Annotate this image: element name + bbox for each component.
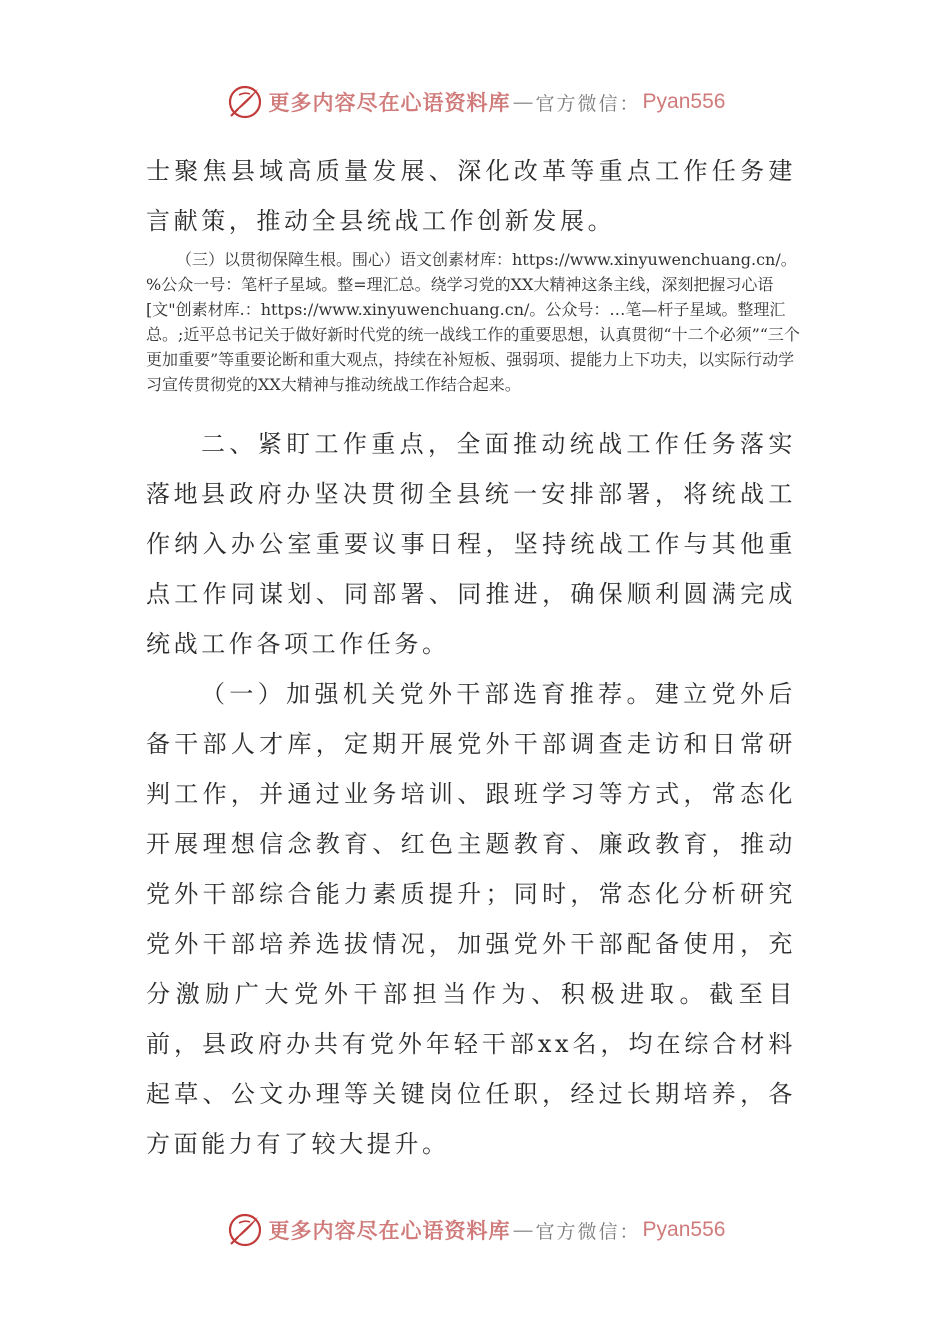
paragraph-subsection-1: （一）加强机关党外干部选育推荐。建立党外后备干部人才库，定期开展党外干部调查走访和日常研判工作，并通过业务培训、跟班学习等方式，常态化开展理想信念教育、红色主题教育、廉政教育，推动党外干部综合能力素质提升；同时，常态化分析研究党外干部培养选拔情况，加强党外干部配备使用，充分激励广大党外干部担当作为、积极进取。截至目前，县政府办共有党外年轻干部xx名，均在综合材料起草、公文办理等关键岗位任职，经过长期培养，各方面能力有了较大提升。: [146, 680, 796, 1158]
paragraph-section-3-text: （三）以贯彻保障生根。围心）语文创素材库：https://www.xinyuwenchuang.cn/。%公众一号：笔杆子星域。整=理汇总。绕学习党的XX大精神这条主线，深刻把握习心语[文"创素材库.：https://www.xinyuwenchuang.cn/。公众号：…笔—杆子星域。整理汇总。;近平总书记关于做好新时代党的统一战线工作的重要思想，认真贯彻“十二个必须”“三个更加重要”等重要论断和重大观点，持续在补短板、强弱项、提能力上下功夫，以实际行动学习宣传贯彻党的XX大精神与推动统战工作结合起来。: [146, 250, 800, 394]
paragraph-continuation: 士聚焦县域高质量发展、深化改革等重点工作任务建言献策，推动全县统战工作创新发展。: [146, 157, 796, 235]
watermark-banner-top: [0, 80, 950, 124]
watermark-wechat-id: Pyan556: [642, 90, 726, 113]
watermark-banner-bottom: [0, 1208, 950, 1252]
watermark-separator: —: [512, 90, 534, 114]
section-heading-2: 二、紧盯工作重点，全面推动统战工作任务落实落地: [146, 430, 796, 508]
watermark-separator: —: [512, 1218, 534, 1242]
paragraph-section-3: [146, 247, 806, 397]
watermark-site-text: 更多内容尽在心语资料库: [268, 1218, 511, 1243]
quill-pen-logo-icon: [225, 82, 265, 122]
watermark-wechat-label: 官方微信：: [535, 92, 641, 115]
quill-pen-logo-icon: [225, 1210, 265, 1250]
paragraph-section-2-intro: 县政府办坚决贯彻全县统一安排部署，将统战工作纳入办公室重要议事日程，坚持统战工作与其他重点工作同谋划、同部署、同推进，确保顺利圆满完成统战工作各项工作任务。: [146, 480, 796, 658]
watermark-site-text: 更多内容尽在心语资料库: [268, 90, 511, 115]
watermark-wechat-id: Pyan556: [642, 1218, 726, 1241]
watermark-wechat-label: 官方微信：: [535, 1220, 641, 1243]
